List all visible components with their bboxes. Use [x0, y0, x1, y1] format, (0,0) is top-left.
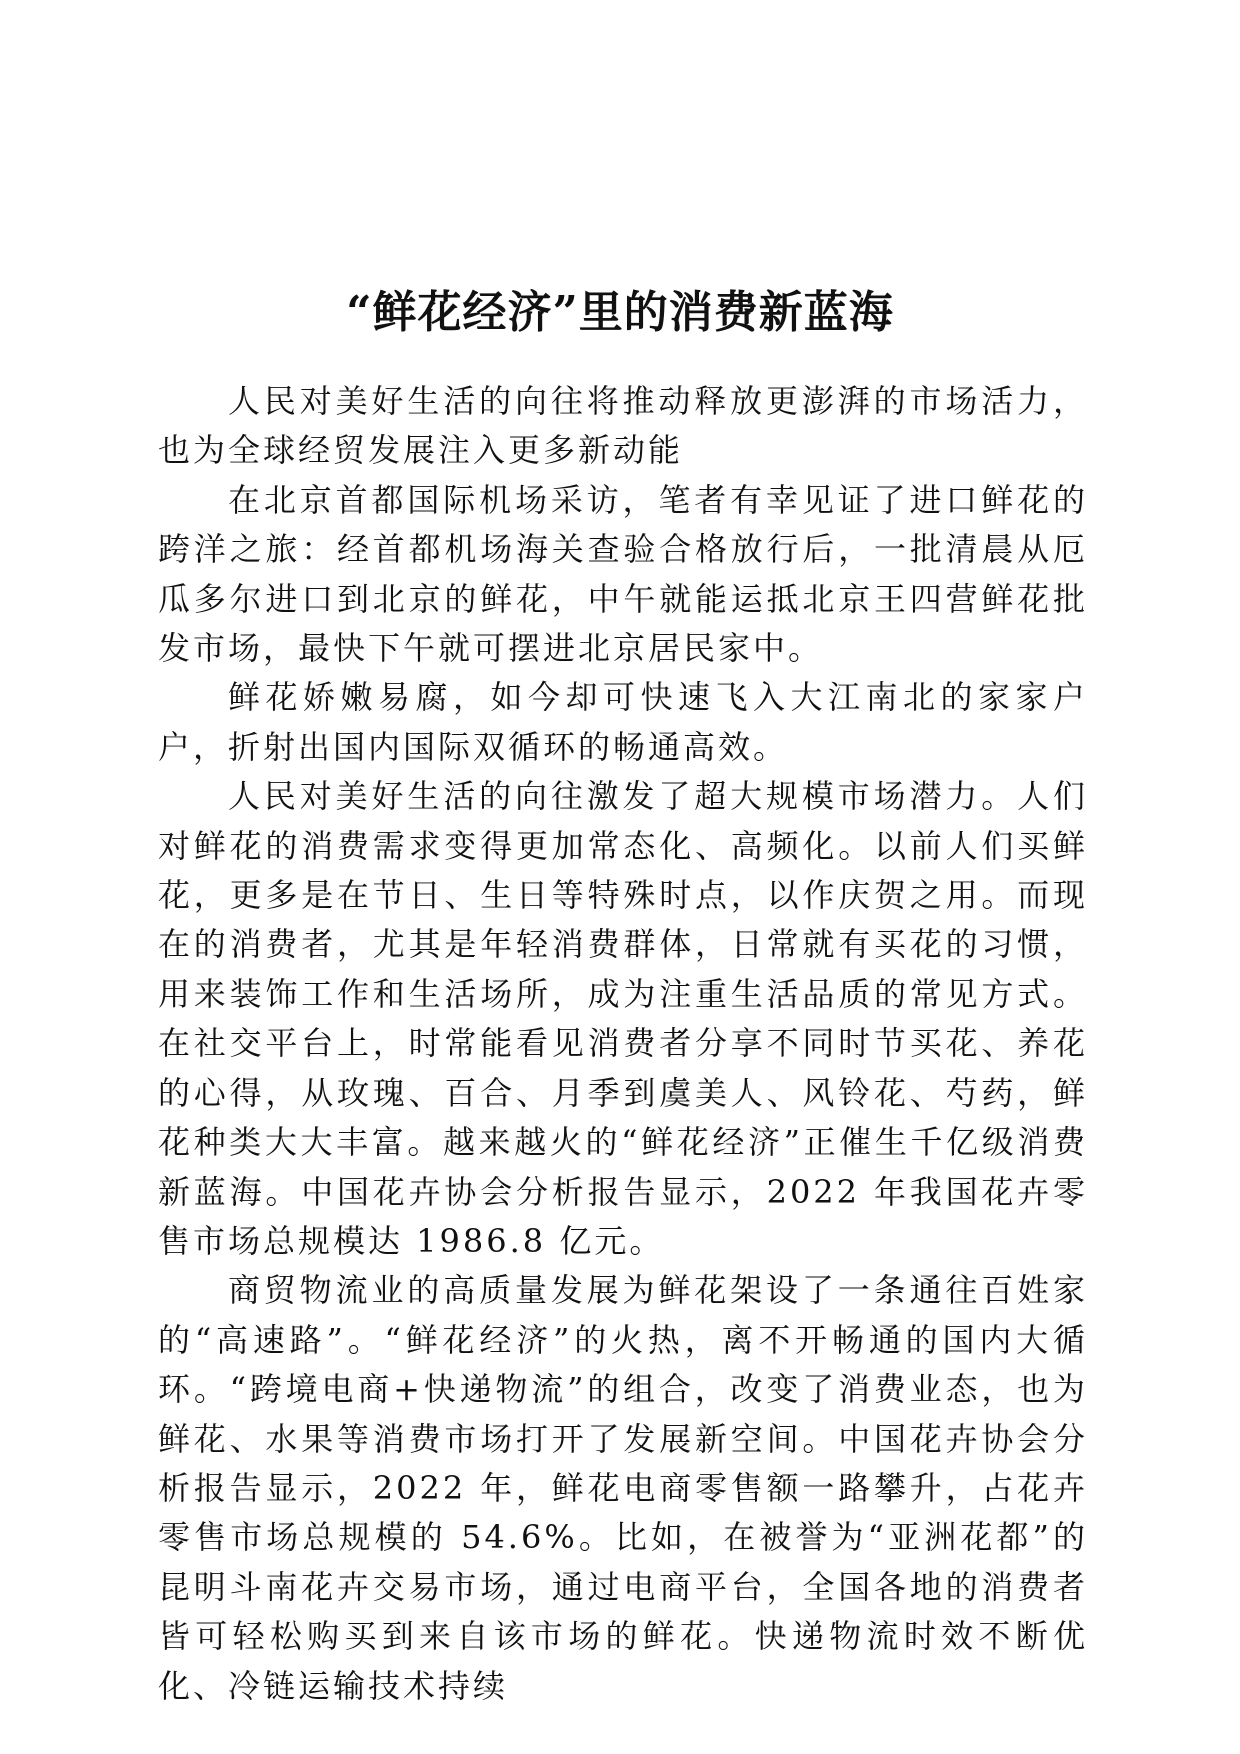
- article-body: [158, 377, 1088, 1711]
- paragraph-2: 在北京首都国际机场采访，笔者有幸见证了进口鲜花的跨洋之旅：经首都机场海关查验合格放行后，一批清晨从厄瓜多尔进口到北京的鲜花，中午就能运抵北京王四营鲜花批发市场，最快下午就可摆进北京居民家中。: [158, 480, 1088, 668]
- article-title: “鲜花经济”里的消费新蓝海: [346, 287, 894, 339]
- paragraph-3: 鲜花娇嫩易腐，如今却可快速飞入大江南北的家家户户，折射出国内国际双循环的畅通高效。: [158, 678, 1088, 766]
- paragraph-4: 人民对美好生活的向往激发了超大规模市场潜力。人们对鲜花的消费需求变得更加常态化、高频化。以前人们买鲜花，更多是在节日、生日等特殊时点，以作庆贺之用。而现在的消费者，尤其是年轻消费群体，日常就有买花的习惯，用来装饰工作和生活场所，成为注重生活品质的常见方式。在社交平台上，时常能看见消费者分享不同时节买花、养花的心得，从玫瑰、百合、月季到虞美人、风铃花、芍药，鲜花种类大大丰富。越来越火的“鲜花经济”正催生千亿级消费新蓝海。中国花卉协会分析报告显示，2022 年我国花卉零售市场总规模达 1986.8 亿元。: [158, 777, 1088, 1260]
- paragraph-5: 商贸物流业的高质量发展为鲜花架设了一条通往百姓家的“高速路”。“鲜花经济”的火热，离不开畅通的国内大循环。“跨境电商+快递物流”的组合，改变了消费业态，也为鲜花、水果等消费市场打开了发展新空间。中国花卉协会分析报告显示，2022 年，鲜花电商零售额一路攀升，占花卉零售市场总规模的 54.6%。比如，在被誉为“亚洲花都”的昆明斗南花卉交易市场，通过电商平台，全国各地的消费者皆可轻松购买到来自该市场的鲜花。快递物流时效不断优化、冷链运输技术持续: [158, 1271, 1088, 1705]
- paragraph-1: 人民对美好生活的向往将推动释放更澎湃的市场活力，也为全球经贸发展注入更多新动能: [158, 382, 1088, 470]
